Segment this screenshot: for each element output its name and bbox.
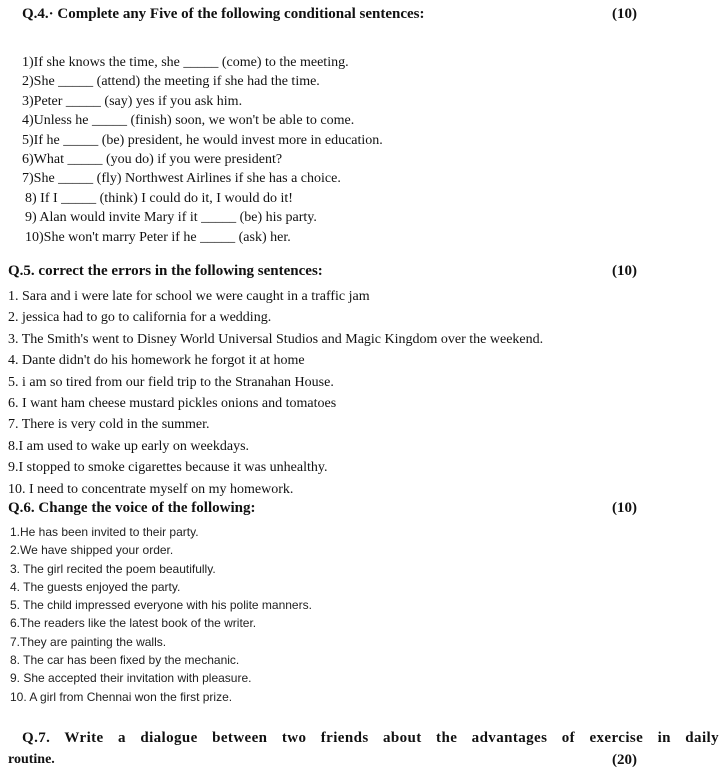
question-6-list bbox=[10, 523, 312, 706]
question-5-list bbox=[8, 286, 543, 500]
list-item: 8. The car has been fixed by the mechanic. bbox=[10, 653, 240, 668]
question-7-line1: Q.7. Write a dialogue between two friends about the advantages of exercise in daily bbox=[22, 730, 719, 746]
question-6-marks: (10) bbox=[612, 500, 637, 516]
list-item: 6)What _____ (you do) if you were president? bbox=[22, 151, 283, 167]
list-item: 4. Dante didn't do his homework he forgot it at home bbox=[8, 353, 305, 369]
question-4-list bbox=[22, 53, 383, 247]
question-7-marks: (20) bbox=[612, 752, 637, 768]
question-4-heading: Q.4.· Complete any Five of the following conditional sentences: bbox=[22, 6, 425, 22]
question-4-marks: (10) bbox=[612, 6, 637, 22]
list-item: 5. i am so tired from our field trip to the Stranahan House. bbox=[8, 374, 334, 390]
list-item: 6.The readers like the latest book of the writer. bbox=[10, 616, 257, 631]
question-5-heading: Q.5. correct the errors in the following sentences: bbox=[8, 263, 323, 279]
list-item: 9.I stopped to smoke cigarettes because it was unhealthy. bbox=[8, 460, 328, 476]
list-item: 4)Unless he _____ (finish) soon, we won't be able to come. bbox=[22, 113, 355, 129]
list-item: 1.He has been invited to their party. bbox=[10, 525, 199, 539]
list-item: 9) Alan would invite Mary if it _____ (be) his party. bbox=[25, 210, 317, 226]
list-item: 7)She _____ (fly) Northwest Airlines if she has a choice. bbox=[22, 171, 341, 187]
list-item: 2. jessica had to go to california for a wedding. bbox=[8, 310, 272, 326]
list-item: 3)Peter _____ (say) yes if you ask him. bbox=[22, 93, 243, 109]
list-item: 7. There is very cold in the summer. bbox=[8, 417, 210, 433]
list-item: 1)If she knows the time, she _____ (come) to the meeting. bbox=[22, 55, 349, 70]
list-item: 10. I need to concentrate myself on my homework. bbox=[8, 481, 294, 497]
list-item: 2.We have shipped your order. bbox=[10, 543, 174, 558]
list-item: 9. She accepted their invitation with pleasure. bbox=[10, 671, 252, 686]
question-5-marks: (10) bbox=[612, 263, 637, 279]
list-item: 1. Sara and i were late for school we were caught in a traffic jam bbox=[8, 289, 370, 304]
list-item: 3. The Smith's went to Disney World Universal Studios and Magic Kingdom over the weekend. bbox=[8, 331, 544, 347]
list-item: 5. The child impressed everyone with his polite manners. bbox=[10, 598, 312, 613]
list-item: 10. A girl from Chennai won the first prize. bbox=[10, 689, 233, 704]
list-item: 5)If he _____ (be) president, he would invest more in education. bbox=[22, 132, 383, 148]
list-item: 7.They are painting the walls. bbox=[10, 634, 167, 649]
list-item: 4. The guests enjoyed the party. bbox=[10, 579, 181, 594]
question-6-heading: Q.6. Change the voice of the following: bbox=[8, 500, 256, 516]
list-item: 6. I want ham cheese mustard pickles onions and tomatoes bbox=[8, 395, 337, 411]
list-item: 8) If I _____ (think) I could do it, I would do it! bbox=[25, 190, 293, 206]
list-item: 2)She _____ (attend) the meeting if she had the time. bbox=[22, 74, 320, 90]
list-item: 8.I am used to wake up early on weekdays. bbox=[8, 438, 250, 454]
list-item: 3. The girl recited the poem beautifully. bbox=[10, 561, 216, 576]
list-item: 10)She won't marry Peter if he _____ (ask) her. bbox=[25, 229, 291, 245]
question-7-line2: routine. bbox=[8, 752, 55, 767]
